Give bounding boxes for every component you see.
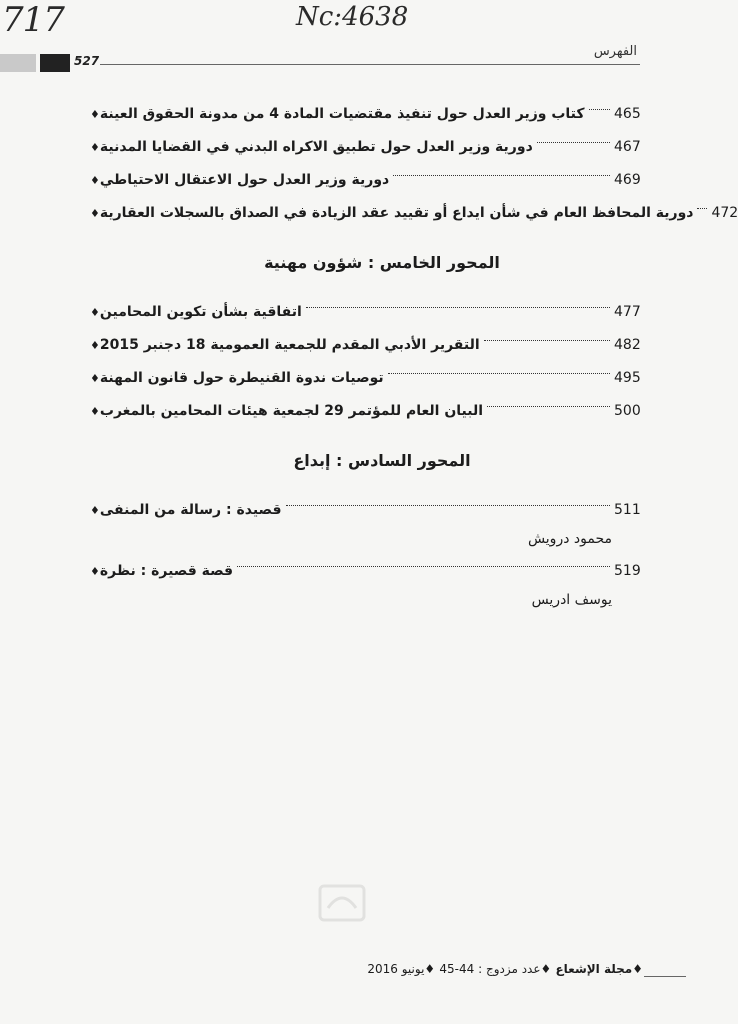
entry-title: البيان العام للمؤتمر 29 لجمعية هيئات المحامين بالمغرب [99,403,484,419]
bullet-icon: ♦ [90,174,100,187]
bullet-icon: ♦ [90,108,100,121]
entry-title: دورية وزير العدل حول الاعتقال الاحتياطي [99,172,390,188]
section-title: المحور الخامس : شؤون مهنية [264,253,500,272]
section-title: المحور السادس : إبداع [293,451,471,470]
entry-page: 465 [614,106,641,122]
bullet-icon: ♦ [632,962,643,976]
watermark-logo-icon [312,878,372,928]
bullet-icon: ♦ [90,207,100,220]
entry-page: 472 [711,205,738,221]
dot-leader [697,208,707,209]
entry-page: 519 [614,563,641,579]
dot-leader [589,109,610,110]
entry-title: دورية وزير العدل حول تطبيق الاكراه البدني في القضايا المدنية [99,139,533,155]
entry-page: 469 [614,172,641,188]
entry-title: قصة قصيرة : نظرة [99,563,234,579]
toc-entry [84,329,644,362]
dot-leader [286,505,611,506]
dot-leader [537,142,610,143]
toc-entry [84,296,644,329]
bullet-icon: ♦ [90,565,100,578]
entry-title: قصيدة : رسالة من المنفى [99,502,282,518]
running-title: الفهرس [593,44,637,59]
entry-page: 467 [614,139,641,155]
toc-entry [84,131,644,164]
bullet-icon: ♦ [90,306,100,319]
entry-page: 495 [614,370,641,386]
dot-leader [393,175,610,176]
bullet-icon: ♦ [90,339,100,352]
toc-entry [84,164,644,197]
header-rule [100,64,640,65]
footer-date: يونيو 2016 [367,962,425,976]
entry-page: 511 [614,502,641,518]
entry-author: محمود درويش [527,531,612,547]
footer-magazine: مجلة الإشعاع [555,962,633,976]
footer-rule [644,976,686,977]
entry-title: توصيات ندوة القنيطرة حول قانون المهنة [99,370,384,386]
bullet-icon: ♦ [90,405,100,418]
bullet-icon: ♦ [90,372,100,385]
entry-title: دورية المحافظ العام في شأن ايداع أو تقييد عقد الزيادة في الصداق بالسجلات العقارية [99,205,694,221]
table-of-contents [84,98,738,616]
entry-page: 500 [614,403,641,419]
entry-page: 477 [614,304,641,320]
footer [367,962,643,976]
page-number: 527 [74,54,100,68]
entry-title: كتاب وزير العدل حول تنفيذ مقتضيات المادة 4 من مدونة الحقوق العينة [99,106,585,122]
toc-entry [84,555,644,588]
bullet-icon: ♦ [424,962,436,976]
bullet-icon: ♦ [540,962,552,976]
handwritten-number: 717 [2,0,64,40]
footer-issue: عدد مزدوج : 44-45 [439,962,541,976]
entry-title: اتفاقية بشأن تكوين المحامين [99,304,302,320]
dot-leader [388,373,610,374]
header-bar [0,54,70,72]
toc-entry [84,197,738,230]
entry-page: 482 [614,337,641,353]
entry-author: يوسف ادريس [531,592,612,608]
bullet-icon: ♦ [90,504,100,517]
toc-entry [84,494,644,527]
dot-leader [487,406,610,407]
bullet-icon: ♦ [90,141,100,154]
entry-title: التقرير الأدبي المقدم للجمعية العمومية 18 دجنبر 2015 [99,337,480,353]
handwritten-reference: Nc:4638 [296,2,409,32]
dot-leader [306,307,610,308]
dot-leader [237,566,610,567]
toc-entry [84,98,644,131]
dot-leader [484,340,610,341]
toc-entry [84,395,644,428]
toc-entry [84,362,644,395]
